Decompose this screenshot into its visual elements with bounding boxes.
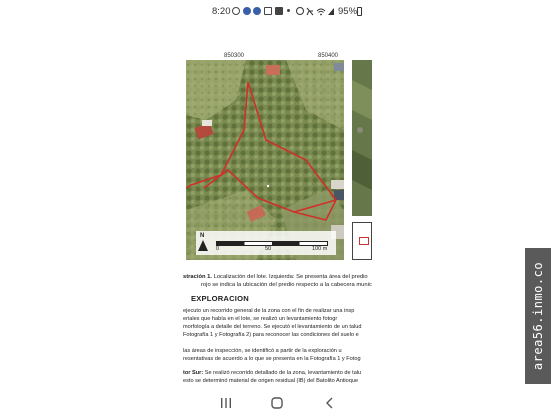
alarm-icon xyxy=(297,8,304,15)
house-roof xyxy=(331,180,344,189)
house-roof xyxy=(202,120,212,126)
whatsapp-icon xyxy=(232,7,240,15)
caption-line-1: Localización del lote. Izquierda: Se presenta área del predio xyxy=(212,274,368,280)
map-coordinate-left: 850300 xyxy=(224,53,245,59)
back-button[interactable] xyxy=(320,396,340,410)
map-legend xyxy=(352,222,372,260)
watermark-badge xyxy=(525,248,551,384)
paragraph-line: Fotografía 1 y Fotografía 2) para reconocer las condiciones del suelo e xyxy=(183,332,359,338)
house-roof xyxy=(266,65,280,75)
gallery-icon xyxy=(264,7,272,15)
facebook-icon xyxy=(253,7,261,15)
recent-apps-icon xyxy=(216,396,236,410)
scale-label-100: 100 m xyxy=(312,246,328,252)
section-title: EXPLORACION xyxy=(191,294,249,303)
caption-label: stración 1. xyxy=(183,274,212,280)
north-arrow-icon xyxy=(198,240,208,251)
battery-percent: 95% xyxy=(338,6,358,17)
scale-label-0: 0 xyxy=(216,246,220,252)
clock: 8:20 xyxy=(212,6,231,17)
watermark-text: area56.inmo.co xyxy=(531,261,545,371)
mute-icon xyxy=(307,8,313,15)
status-bar xyxy=(0,0,555,22)
map-coordinate-right: 850400 xyxy=(318,53,339,59)
paragraph-line: ejecuto un recorrido general de la zona con el fin de realizar una insp xyxy=(183,308,355,314)
signal-icon xyxy=(328,8,334,15)
figure-caption xyxy=(183,273,372,289)
home-button[interactable] xyxy=(267,396,287,410)
location-map xyxy=(352,60,372,216)
aerial-map xyxy=(186,60,344,260)
facebook-icon xyxy=(243,7,251,15)
aerial-image xyxy=(186,60,344,260)
caption-line-2: rojo se indica la ubicación del predio respecto a la cabecera munic xyxy=(201,282,372,288)
paragraph-line: morfología a detalle del terreno. Se ejecutó el levantamiento de un talud xyxy=(183,324,362,330)
home-icon xyxy=(267,396,287,410)
back-icon xyxy=(320,396,340,410)
wifi-icon xyxy=(317,9,325,13)
paragraph-line: esto se determinó material de origen residual (IB) del Batolito Antioque xyxy=(183,378,359,384)
paragraph-bold-prefix: tor Sur: xyxy=(183,370,204,376)
navigation-bar xyxy=(0,388,555,416)
paragraph-line: resentativas de acuerdo a lo que se presenta en la Fotografía 1 y Fotog xyxy=(183,356,361,362)
paragraph-line: eriales que había en el lote, se realizó un levantamiento fotogr xyxy=(183,316,338,322)
paragraph-line: tor Sur: Se realizó recorrido detallado de la zona, levantamiento de talu xyxy=(183,370,362,376)
email-icon xyxy=(275,7,283,15)
north-label: N xyxy=(200,233,205,239)
scale-label-50: 50 xyxy=(265,246,272,252)
legend-swatch xyxy=(359,237,369,245)
dot-icon xyxy=(287,9,290,12)
scale-bar xyxy=(196,231,336,255)
battery-icon xyxy=(357,7,362,16)
recent-apps-button[interactable] xyxy=(216,396,236,410)
paragraph-line: las áreas de inspección, se identificó a partir de la exploración u xyxy=(183,348,342,354)
